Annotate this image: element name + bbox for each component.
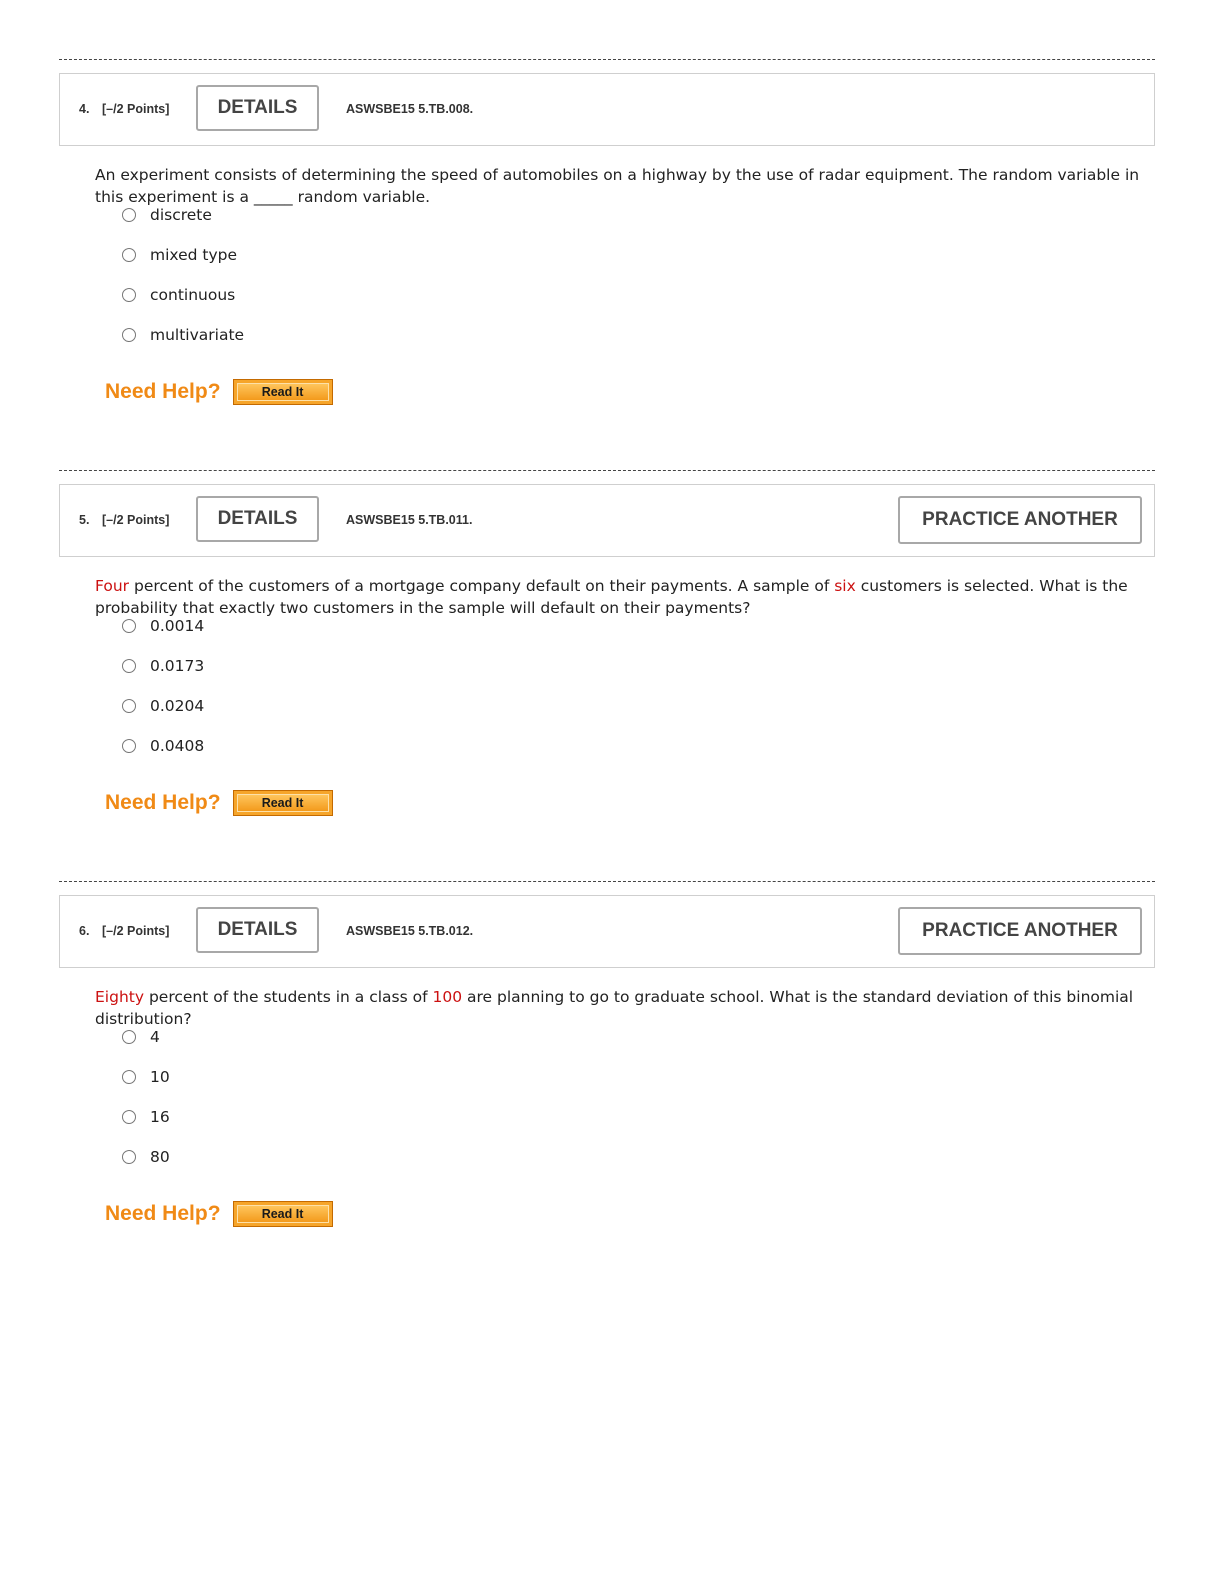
- radio-unchecked-icon[interactable]: [122, 699, 136, 713]
- answer-option[interactable]: [122, 1067, 170, 1107]
- question-text-part: percent of the students in a class of: [144, 988, 433, 1006]
- need-help-label: Need Help?: [105, 380, 221, 403]
- answer-option-label: discrete: [150, 206, 212, 224]
- need-help-label: Need Help?: [105, 1202, 221, 1225]
- question-points: [–/2 Points]: [102, 102, 170, 116]
- question-text-part: customers is selected. What is the probability that exactly two customers in the sample will default on their payments?: [95, 577, 1128, 617]
- read-it-label: Read It: [237, 1205, 329, 1223]
- radio-unchecked-icon[interactable]: [122, 208, 136, 222]
- question-header: [59, 895, 1155, 968]
- answer-option[interactable]: [122, 245, 244, 285]
- answer-option-label: mixed type: [150, 246, 238, 264]
- details-button[interactable]: DETAILS: [196, 496, 319, 542]
- radio-unchecked-icon[interactable]: [122, 248, 136, 262]
- radio-unchecked-icon[interactable]: [122, 328, 136, 342]
- question-text-part: An experiment consists of determining the speed of automobiles on a highway by the use of radar equipment. The random variable in this experiment is a _____ random variable.: [95, 166, 1140, 206]
- radio-unchecked-icon[interactable]: [122, 1150, 136, 1164]
- read-it-button[interactable]: [233, 379, 333, 405]
- answer-options: [122, 616, 204, 776]
- answer-option-label: 16: [150, 1108, 170, 1126]
- radio-unchecked-icon[interactable]: [122, 1070, 136, 1084]
- read-it-label: Read It: [237, 383, 329, 401]
- answer-option-label: 4: [150, 1028, 160, 1046]
- answer-option-label: 0.0014: [150, 617, 205, 635]
- question-points: [–/2 Points]: [102, 513, 170, 527]
- answer-option-label: multivariate: [150, 326, 245, 344]
- practice-another-button[interactable]: PRACTICE ANOTHER: [898, 907, 1142, 955]
- question-header: [59, 484, 1155, 557]
- details-button[interactable]: DETAILS: [196, 907, 319, 953]
- question-text-highlight: Four: [95, 577, 130, 595]
- separator-line: [59, 881, 1155, 882]
- answer-option[interactable]: [122, 1027, 170, 1067]
- answer-option-label: 0.0204: [150, 697, 205, 715]
- answer-option[interactable]: [122, 656, 204, 696]
- answer-option[interactable]: [122, 205, 244, 245]
- practice-another-button[interactable]: PRACTICE ANOTHER: [898, 496, 1142, 544]
- answer-option[interactable]: [122, 285, 244, 325]
- radio-unchecked-icon[interactable]: [122, 1030, 136, 1044]
- answer-options: [122, 205, 244, 365]
- answer-option[interactable]: [122, 1107, 170, 1147]
- question-points: [–/2 Points]: [102, 924, 170, 938]
- answer-option-label: continuous: [150, 286, 236, 304]
- question-number: 5.: [79, 513, 90, 527]
- answer-option[interactable]: [122, 616, 204, 656]
- answer-option-label: 80: [150, 1148, 170, 1166]
- question-number: 6.: [79, 924, 90, 938]
- question-text-highlight: six: [834, 577, 856, 595]
- question-code: ASWSBE15 5.TB.008.: [346, 102, 474, 116]
- question-text-highlight: 100: [432, 988, 463, 1006]
- need-help-section: [105, 1201, 333, 1227]
- radio-unchecked-icon[interactable]: [122, 619, 136, 633]
- answer-option-label: 10: [150, 1068, 170, 1086]
- answer-option-label: 0.0408: [150, 737, 205, 755]
- question-text: [95, 164, 1159, 208]
- question-text-highlight: Eighty: [95, 988, 145, 1006]
- radio-unchecked-icon[interactable]: [122, 288, 136, 302]
- read-it-label: Read It: [237, 794, 329, 812]
- read-it-button[interactable]: [233, 1201, 333, 1227]
- answer-option[interactable]: [122, 696, 204, 736]
- need-help-section: [105, 790, 333, 816]
- answer-option-label: 0.0173: [150, 657, 205, 675]
- separator-line: [59, 59, 1155, 60]
- answer-option[interactable]: [122, 736, 204, 776]
- question-code: ASWSBE15 5.TB.012.: [346, 924, 474, 938]
- radio-unchecked-icon[interactable]: [122, 1110, 136, 1124]
- question-header: [59, 73, 1155, 146]
- answer-options: [122, 1027, 170, 1187]
- question-text-part: percent of the customers of a mortgage company default on their payments. A sample of: [129, 577, 835, 595]
- answer-option[interactable]: [122, 325, 244, 365]
- details-button[interactable]: DETAILS: [196, 85, 319, 131]
- answer-option[interactable]: [122, 1147, 170, 1187]
- radio-unchecked-icon[interactable]: [122, 659, 136, 673]
- question-text: [95, 986, 1159, 1030]
- need-help-label: Need Help?: [105, 791, 221, 814]
- read-it-button[interactable]: [233, 790, 333, 816]
- question-text-part: are planning to go to graduate school. What is the standard deviation of this binomial distribution?: [95, 988, 1134, 1028]
- question-text: [95, 575, 1159, 619]
- question-number: 4.: [79, 102, 90, 116]
- question-code: ASWSBE15 5.TB.011.: [346, 513, 473, 527]
- separator-line: [59, 470, 1155, 471]
- need-help-section: [105, 379, 333, 405]
- radio-unchecked-icon[interactable]: [122, 739, 136, 753]
